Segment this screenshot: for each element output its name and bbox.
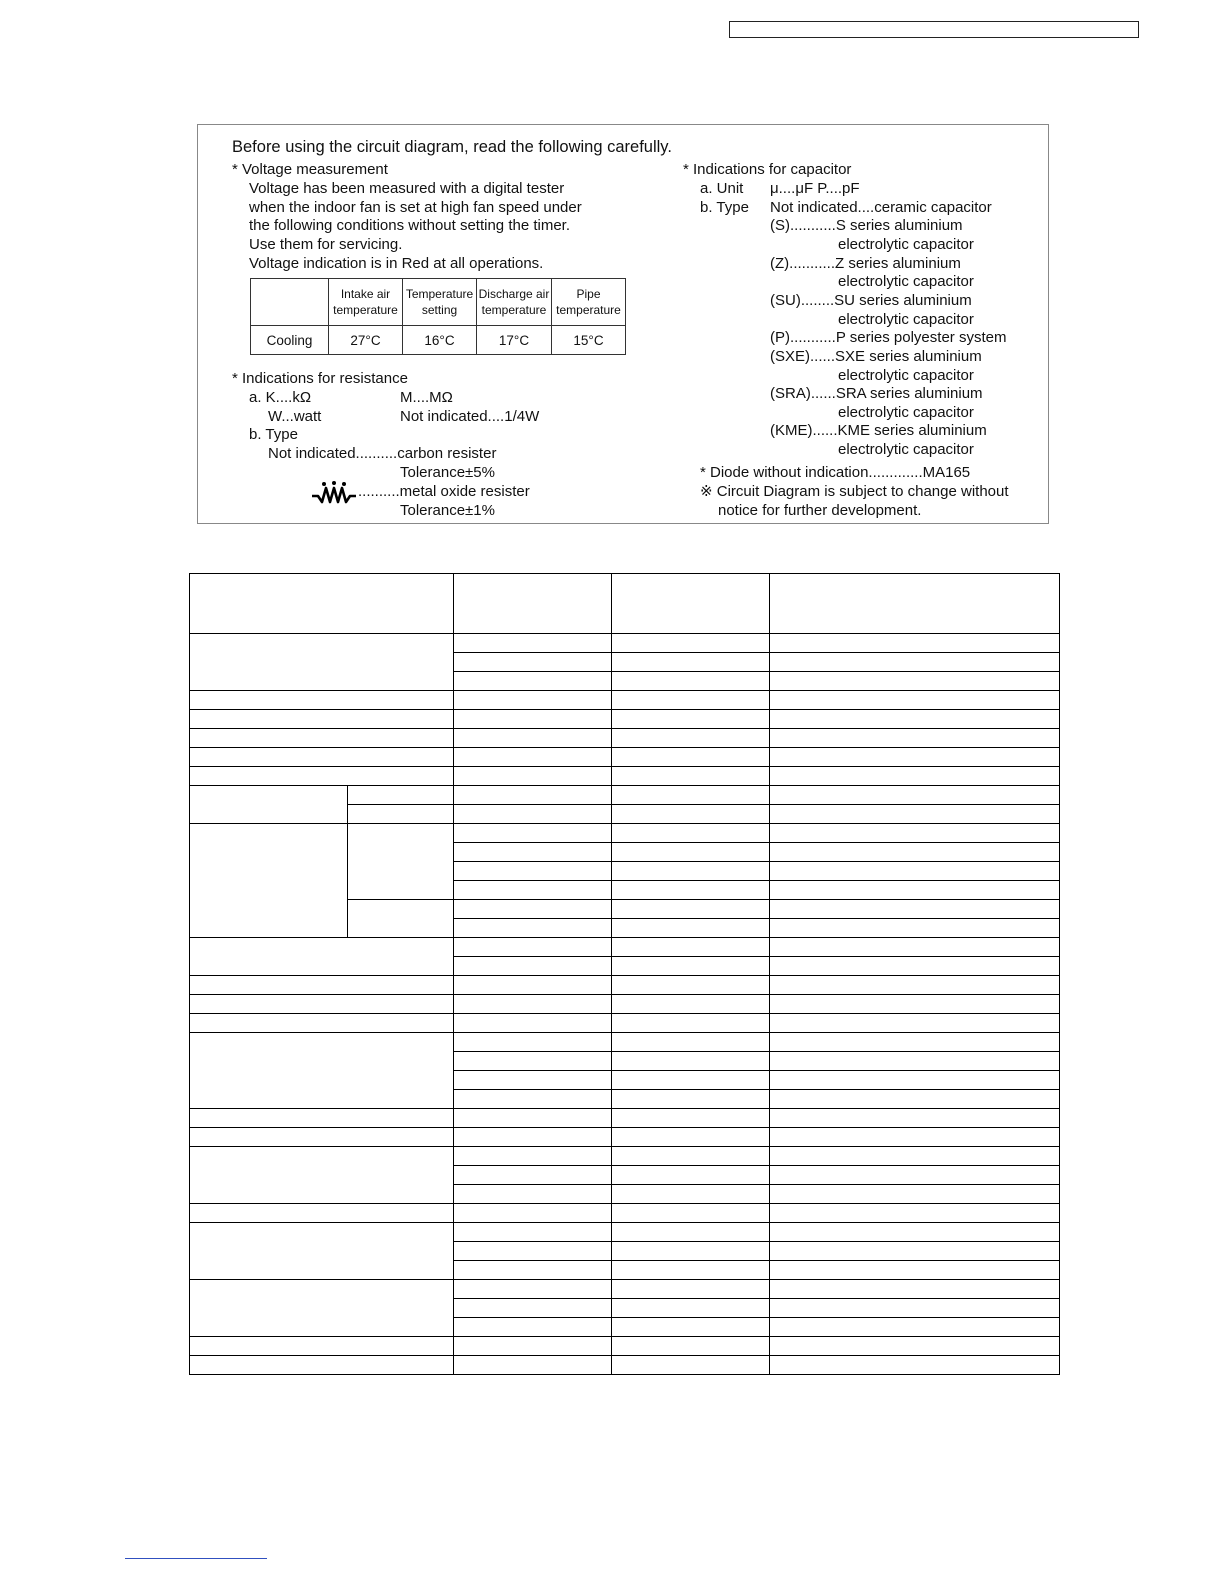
resistance-unit-w: W...watt: [268, 408, 322, 425]
table-row: [190, 1014, 1060, 1033]
table-row: [190, 786, 1060, 805]
conditions-header: Discharge air temperature: [477, 279, 552, 326]
table-row: [190, 748, 1060, 767]
conditions-header: Intake air temperature: [329, 279, 403, 326]
table-row: [190, 574, 1060, 634]
table-row: [190, 1223, 1060, 1242]
voltage-title: * Voltage measurement: [232, 161, 388, 178]
table-row: [190, 1128, 1060, 1147]
voltage-line: Voltage has been measured with a digital tester: [249, 180, 565, 197]
conditions-corner: [251, 279, 329, 326]
capacitor-series: (KME)......KME series aluminium: [770, 422, 987, 439]
conditions-value: 17°C: [477, 326, 552, 355]
table-row: [190, 938, 1060, 957]
table-row: [190, 995, 1060, 1014]
capacitor-series-desc: electrolytic capacitor: [838, 273, 974, 290]
table-row: [190, 767, 1060, 786]
table-row: [190, 1147, 1060, 1166]
resistance-carbon-tolerance: Tolerance±5%: [400, 464, 495, 481]
disclaimer-line: notice for further development.: [718, 502, 922, 519]
resistance-metal: ..........metal oxide resister: [358, 483, 530, 500]
capacitor-series: (SXE)......SXE series aluminium: [770, 348, 982, 365]
table-row: [190, 691, 1060, 710]
table-row: [190, 729, 1060, 748]
resistance-unit-m: M....MΩ: [400, 389, 453, 406]
capacitor-type-default: Not indicated....ceramic capacitor: [770, 199, 992, 216]
header-box: [729, 21, 1139, 38]
capacitor-title: * Indications for capacitor: [683, 161, 852, 178]
empty-parts-table: [189, 573, 1060, 1375]
diode-note: * Diode without indication.............MA165: [700, 464, 971, 481]
capacitor-series-desc: electrolytic capacitor: [838, 311, 974, 328]
table-row: [190, 1109, 1060, 1128]
resistance-metal-tolerance: Tolerance±1%: [400, 502, 495, 519]
conditions-header: Pipe temperature: [552, 279, 626, 326]
voltage-line: the following conditions without setting the timer.: [249, 217, 571, 234]
conditions-value: 16°C: [403, 326, 477, 355]
capacitor-series: (Z)...........Z series aluminium: [770, 255, 961, 272]
capacitor-series-desc: electrolytic capacitor: [838, 441, 974, 458]
capacitor-unit-values: μ....μF P....pF: [770, 180, 860, 197]
capacitor-series: (S)...........S series aluminium: [770, 217, 963, 234]
table-row: [190, 1033, 1060, 1052]
resistance-title: * Indications for resistance: [232, 370, 408, 387]
voltage-line: when the indoor fan is set at high fan speed under: [249, 199, 582, 216]
resistance-carbon: Not indicated..........carbon resister: [268, 445, 497, 462]
capacitor-series: (SRA)......SRA series aluminium: [770, 385, 983, 402]
table-row: [190, 976, 1060, 995]
capacitor-type-label: b. Type: [700, 199, 749, 216]
table-row: [190, 824, 1060, 843]
capacitor-series-desc: electrolytic capacitor: [838, 404, 974, 421]
voltage-line: Voltage indication is in Red at all operations.: [249, 255, 544, 272]
metal-oxide-resistor-icon: [312, 480, 358, 506]
capacitor-series: (P)...........P series polyester system: [770, 329, 1007, 346]
conditions-header: Temperature setting: [403, 279, 477, 326]
footer-link-underline[interactable]: [125, 1558, 267, 1559]
resistance-type-label: b. Type: [249, 426, 298, 443]
capacitor-series-desc: electrolytic capacitor: [838, 367, 974, 384]
table-row: [190, 1280, 1060, 1299]
table-row: [190, 634, 1060, 653]
table-row: [190, 1204, 1060, 1223]
resistance-unit-default: Not indicated....1/4W: [400, 408, 540, 425]
conditions-value: 15°C: [552, 326, 626, 355]
resistance-unit-k: a. K....kΩ: [249, 389, 312, 406]
conditions-table: [250, 278, 626, 355]
circuit-notes-panel: [197, 124, 1049, 524]
capacitor-series: (SU)........SU series aluminium: [770, 292, 972, 309]
capacitor-unit-label: a. Unit: [700, 180, 744, 197]
conditions-value: 27°C: [329, 326, 403, 355]
capacitor-series-desc: electrolytic capacitor: [838, 236, 974, 253]
notes-heading: Before using the circuit diagram, read the following carefully.: [232, 138, 672, 156]
voltage-line: Use them for servicing.: [249, 236, 403, 253]
table-row: [190, 1337, 1060, 1356]
table-row: [190, 1356, 1060, 1375]
conditions-row-label: Cooling: [251, 326, 329, 355]
disclaimer-line: ※ Circuit Diagram is subject to change without: [700, 483, 1009, 500]
table-row: [190, 710, 1060, 729]
